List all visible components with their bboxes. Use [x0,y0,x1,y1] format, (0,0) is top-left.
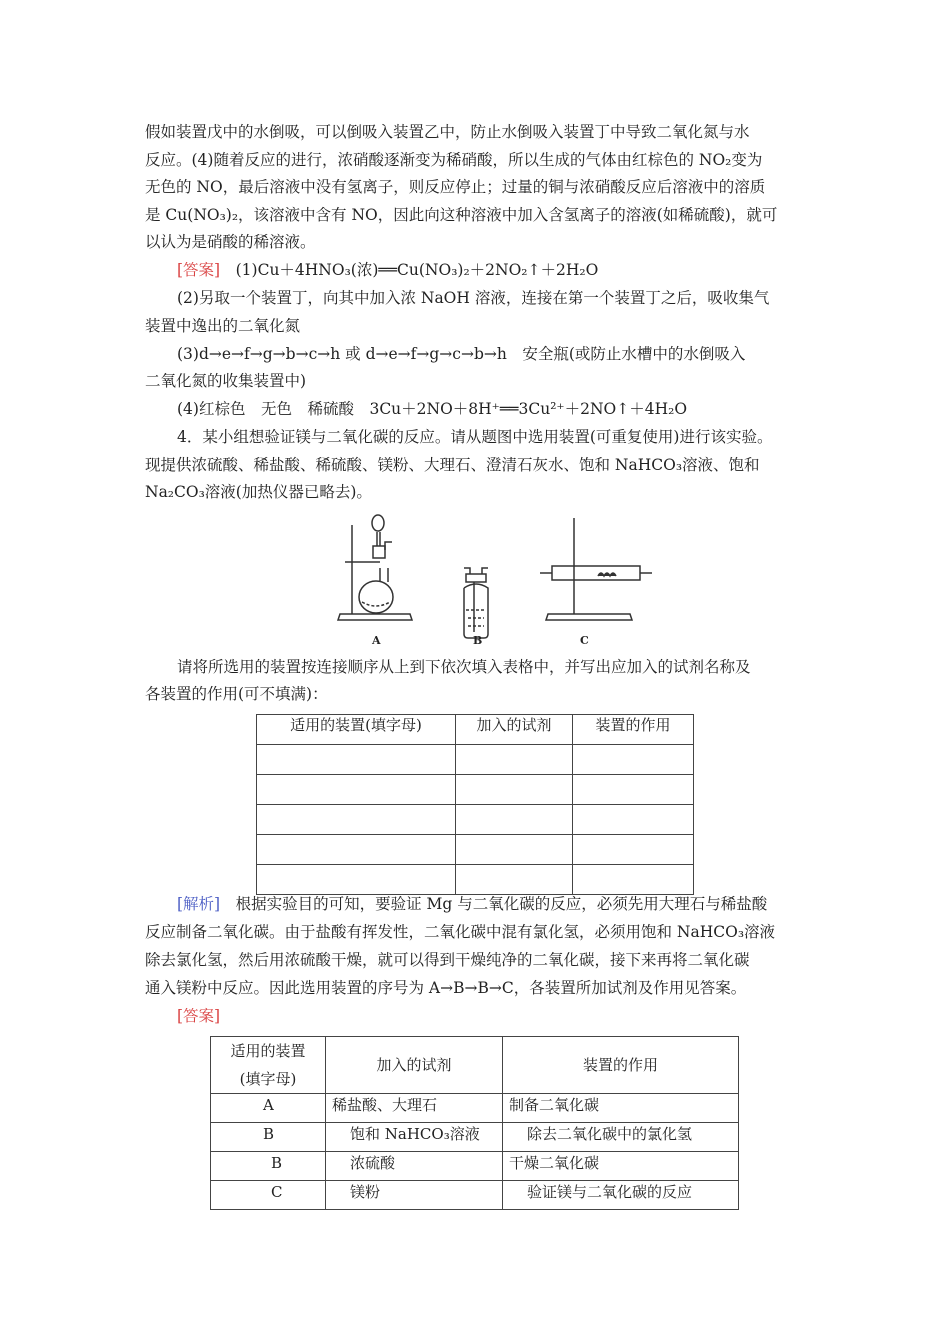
blank-answer-table [256,714,694,895]
answer-2: (2)另取一个装置丁，向其中加入浓 NaOH 溶液，连接在第一个装置丁之后，吸收集气 [177,289,770,307]
answer-tag: [答案] [177,261,221,279]
table-row [211,1123,739,1152]
question-4: 4．某小组想验证镁与二氧化碳的反应。请从题图中选用装置(可重复使用)进行该实验。 [177,428,773,446]
cell: C [211,1181,326,1210]
question-4-line: 现提供浓硫酸、稀盐酸、稀硫酸、镁粉、大理石、澄清石灰水、饱和 NaHCO₃溶液、饱和 [145,456,760,474]
apparatus-c [540,518,652,620]
header-device: 适用的装置(填字母) [257,715,456,745]
blank-cell[interactable] [573,805,694,835]
label-b: B [473,634,483,647]
label-a: A [372,634,381,647]
blank-cell[interactable] [573,775,694,805]
cell: 验证镁与二氧化碳的反应 [503,1181,739,1210]
analysis-line [177,894,767,914]
table-row [211,1152,739,1181]
table-row [257,745,694,775]
blank-cell[interactable] [456,775,573,805]
cell: 镁粉 [326,1181,503,1210]
blank-cell[interactable] [456,745,573,775]
answer-1: (1)Cu＋4HNO₃(浓)══Cu(NO₃)₂＋2NO₂↑＋2H₂O [235,261,599,279]
line: 是 Cu(NO₃)₂，该溶液中含有 NO，因此向这种溶液中加入含氢离子的溶液(如稀硫酸)，就可 [145,206,778,224]
blank-cell[interactable] [456,865,573,895]
blank-cell[interactable] [257,835,456,865]
table-row [257,835,694,865]
apparatus-b [464,568,488,638]
cell: 除去二氧化碳中的氯化氢 [503,1123,739,1152]
line: 无色的 NO，最后溶液中没有氢离子，则反应停止；过量的铜与浓硝酸反应后溶液中的溶质 [145,178,766,196]
blank-cell[interactable] [573,745,694,775]
cell: 浓硫酸 [326,1152,503,1181]
table-row [257,805,694,835]
cell: B [211,1152,326,1181]
cell: B [211,1123,326,1152]
blank-cell[interactable] [573,865,694,895]
answer-3-cont: 二氧化氮的收集装置中) [145,372,307,390]
blank-cell[interactable] [257,775,456,805]
header-purpose: 装置的作用 [503,1037,739,1094]
header-purpose: 装置的作用 [573,715,694,745]
cell: 制备二氧化碳 [503,1094,739,1123]
blank-cell[interactable] [257,865,456,895]
analysis-tag: [解析] [177,895,221,913]
line: 以认为是硝酸的稀溶液。 [145,233,316,251]
cell: 干燥二氧化碳 [503,1152,739,1181]
answer-tag: [答案] [177,1007,221,1025]
blank-cell[interactable] [573,835,694,865]
analysis-text: 根据实验目的可知，要验证 Mg 与二氧化碳的反应，必须先用大理石与稀盐酸 [235,895,768,913]
table-row [211,1181,739,1210]
answer-3: (3)d→e→f→g→b→c→h 或 d→e→f→g→c→b→h 安全瓶(或防止水槽中的水倒吸入 [177,345,746,363]
blank-cell[interactable] [456,805,573,835]
analysis-line: 反应制备二氧化碳。由于盐酸有挥发性，二氧化碳中混有氯化氢，必须用饱和 NaHCO₃溶液 [145,923,776,941]
cell: 稀盐酸、大理石 [326,1094,503,1123]
header-device: 适用的装置 (填字母) [211,1037,326,1094]
blank-cell[interactable] [257,805,456,835]
analysis-line: 除去氯化氢，然后用浓硫酸干燥，就可以得到干燥纯净的二氧化碳，接下来再将二氧化碳 [145,951,750,969]
instruction-cont: 各装置的作用(可不填满)： [145,685,328,703]
table-row [211,1094,739,1123]
cell: 饱和 NaHCO₃溶液 [326,1123,503,1152]
blank-cell[interactable] [456,835,573,865]
answer-line [177,260,598,280]
label-c: C [580,634,589,647]
question-4-line: Na₂CO₃溶液(加热仪器已略去)。 [145,483,372,501]
analysis-line: 通入镁粉中反应。因此选用装置的序号为 A→B→B→C，各装置所加试剂及作用见答案。 [145,979,747,997]
header-reagent: 加入的试剂 [456,715,573,745]
cell: A [211,1094,326,1123]
answer-table [210,1036,739,1210]
line: 假如装置戊中的水倒吸，可以倒吸入装置乙中，防止水倒吸入装置丁中导致二氧化氮与水 [145,123,750,141]
line: 反应。(4)随着反应的进行，浓硝酸逐渐变为稀硝酸，所以生成的气体由红棕色的 NO₂变为 [145,151,763,169]
table-row [257,775,694,805]
blank-cell[interactable] [257,745,456,775]
answer-2-cont: 装置中逸出的二氧化氮 [145,317,301,335]
apparatus-figure [330,510,660,650]
apparatus-a [338,515,412,620]
instruction: 请将所选用的装置按连接顺序从上到下依次填入表格中，并写出应加入的试剂名称及 [177,658,751,676]
header-reagent: 加入的试剂 [326,1037,503,1094]
answer-4: (4)红棕色 无色 稀硫酸 3Cu＋2NO＋8H⁺══3Cu²⁺＋2NO↑＋4H₂O [177,400,688,418]
table-row [257,865,694,895]
